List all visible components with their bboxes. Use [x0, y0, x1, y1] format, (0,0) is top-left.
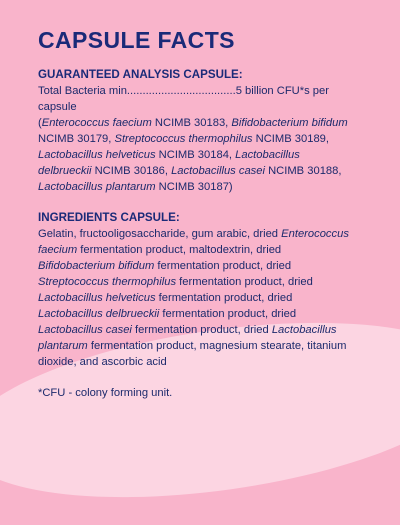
italic-text: Lactobacillus plantarum	[38, 181, 156, 193]
text-line	[38, 242, 368, 258]
text-line	[38, 338, 368, 354]
text-line	[38, 354, 368, 370]
text: (	[38, 117, 42, 129]
text: NCIMB 30189,	[252, 133, 330, 145]
italic-text: Lactobacillus helveticus	[38, 292, 156, 304]
text: NCIMB 30184,	[155, 149, 236, 161]
italic-text: Streptococcus thermophilus	[114, 133, 253, 145]
text-line	[38, 179, 368, 195]
text-line	[38, 115, 368, 131]
text-line	[38, 147, 368, 163]
text-line	[38, 274, 368, 290]
page-title: CAPSULE FACTS	[38, 27, 235, 53]
text-line	[38, 258, 368, 274]
text-line	[38, 83, 368, 115]
italic-text: Lactobacillus	[235, 149, 300, 161]
cfu-footnote: *CFU - colony forming unit.	[38, 387, 173, 399]
text: Total Bacteria min...................................5 billion CFU*s per capsule	[38, 85, 329, 113]
italic-text: faecium	[38, 244, 78, 256]
guaranteed-analysis-section	[38, 67, 368, 195]
text-line	[38, 226, 368, 242]
italic-text: Lactobacillus casei	[38, 324, 132, 336]
italic-text: Lactobacillus delbrueckii	[38, 308, 160, 320]
text: NCIMB 30186,	[91, 165, 172, 177]
text: fermentation product, maltodextrin, dried	[77, 244, 282, 256]
text: fermentation product, dried	[131, 324, 272, 336]
text: dioxide, and ascorbic acid	[38, 356, 167, 368]
text: NCIMB 30187)	[155, 181, 233, 193]
text-line	[38, 306, 368, 322]
text: Gelatin, fructooligosaccharide, gum arabic, dried	[38, 228, 282, 240]
italic-text: Lactobacillus casei	[171, 165, 265, 177]
italic-text: Streptococcus thermophilus	[38, 276, 177, 288]
text-line	[38, 290, 368, 306]
text-line	[38, 131, 368, 147]
italic-text: Enterococcus faecium	[41, 117, 152, 129]
ingredients-section	[38, 210, 368, 370]
text-line	[38, 163, 368, 179]
text: NCIMB 30179,	[38, 133, 115, 145]
text: fermentation product, dried	[155, 292, 293, 304]
italic-text: Bifidobacterium bifidum	[38, 260, 155, 272]
italic-text: delbrueckii	[38, 165, 92, 177]
italic-text: Bifidobacterium bifidum	[231, 117, 348, 129]
text: fermentation product, dried	[159, 308, 297, 320]
ingredients-heading: INGREDIENTS CAPSULE:	[38, 211, 180, 224]
text: fermentation product, dried	[176, 276, 313, 288]
capsule-facts-panel	[38, 27, 368, 401]
text: fermentation product, magnesium stearate, titanium	[87, 340, 347, 352]
italic-text: plantarum	[38, 340, 88, 352]
italic-text: Lactobacillus helveticus	[38, 149, 156, 161]
italic-text: Enterococcus	[281, 228, 349, 240]
text: NCIMB 30188,	[264, 165, 342, 177]
text: fermentation product, dried	[154, 260, 292, 272]
text-line	[38, 322, 368, 338]
guaranteed-analysis-text	[38, 83, 368, 195]
italic-text: Lactobacillus	[271, 324, 337, 336]
ingredients-text	[38, 226, 368, 370]
text: NCIMB 30183,	[151, 117, 232, 129]
guaranteed-analysis-heading: GUARANTEED ANALYSIS CAPSULE:	[38, 68, 243, 81]
